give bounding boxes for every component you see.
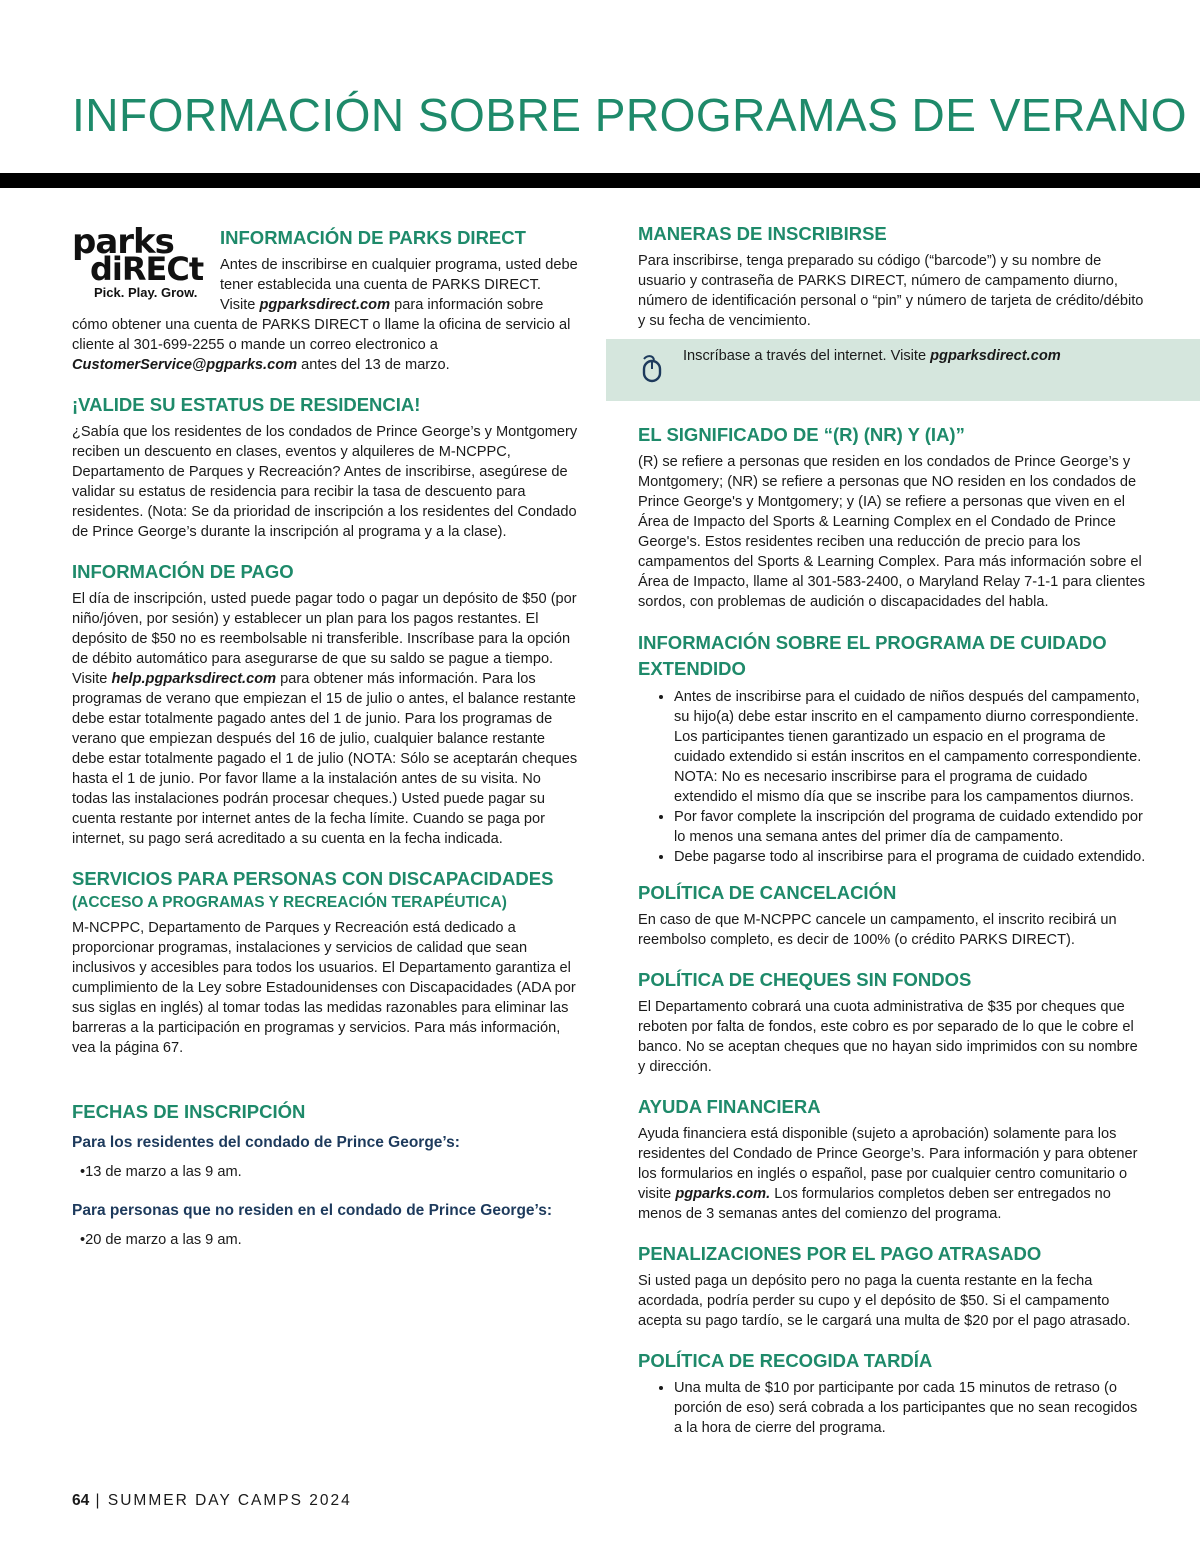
ways-text: Para inscribirse, tenga preparado su código (“barcode”) y su nombre de usuario y contraseña de PARKS DIRECT, número de campamento diurno, número de identificación personal o “pin” y número de tarjeta de crédito/débito y su fecha de vencimiento.: [638, 253, 1144, 329]
cancellation-heading: POLÍTICA DE CANCELACIÓN: [638, 882, 897, 903]
cancellation-text: En caso de que M-NCPPC cancele un campamento, el inscrito recibirá un reembolso completo, es decir de 100% (o crédito PARKS DIRECT).: [638, 912, 1117, 948]
pgparksdirect-link[interactable]: pgparksdirect.com: [259, 297, 391, 313]
residents-label: Para los residentes del condado de Prince George’s:: [72, 1134, 460, 1151]
extended-care-section: [638, 630, 1146, 867]
list-item: • Debe pagarse todo al inscribirse para el programa de cuidado extendido.: [674, 847, 1146, 867]
meaning-text: (R) se refiere a personas que residen en los condados de Prince George’s y Montgomery; (NR) se refiere a personas que NO residen en los condados de Prince George's y Montgomery; y (IA) se refiere a personas que viven en el Área de Impacto del Sports & Learning Complex en el Condado de Prince George's. Estos residentes reciben una reducción de precio para los campamentos del Sports & Learning Complex. Para más información sobre el Área de Impacto, llame al 301-583-2400, o Maryland Relay 7-1-1 para clientes sordos, con problemas de audición o discapacidades del habla.: [638, 454, 1146, 610]
list-item: • Por favor complete la inscripción del programa de cuidado extendido por lo menos una semana antes del primer día de campamento.: [674, 807, 1146, 847]
list-item: • Antes de inscribirse para el cuidado de niños después del campamento, su hijo(a) debe estar inscrito en el campamento diurno correspondiente. Los participantes tienen garantizado un espacio en el programa de cuidado extendido si están inscritos en el campamento correspondiente. NOTA: No es necesario inscribirse para el programa de cuidado extendido el mismo día que se inscribe para los campamentos diurnos.: [674, 687, 1146, 807]
logo-word-parks: parks: [72, 222, 174, 262]
ways-section: [638, 222, 1146, 331]
footer-label: SUMMER DAY CAMPS 2024: [107, 1492, 352, 1509]
late-pickup-heading: POLÍTICA DE RECOGIDA TARDÍA: [638, 1350, 933, 1371]
footer-separator: |: [89, 1492, 108, 1509]
late-payment-heading: PENALIZACIONES POR EL PAGO ATRASADO: [638, 1243, 1042, 1264]
dates-section: [72, 1100, 578, 1248]
checks-heading: POLÍTICA DE CHEQUES SIN FONDOS: [638, 969, 972, 990]
late-payment-section: [638, 1242, 1146, 1331]
customer-service-email-link[interactable]: CustomerService@pgparks.com: [72, 357, 298, 373]
page-number: 64: [72, 1492, 90, 1509]
header-divider: [0, 173, 1200, 188]
meaning-heading: EL SIGNIFICADO DE “(R) (NR) Y (IA)”: [638, 424, 965, 445]
parks-direct-section: [72, 222, 578, 375]
callout-pgparksdirect-link[interactable]: pgparksdirect.com: [930, 348, 1061, 364]
parks-direct-logo: [72, 222, 214, 302]
financial-aid-section: [638, 1095, 1146, 1224]
residency-text: ¿Sabía que los residentes de los condados de Prince George’s y Montgomery reciben un descuento en clases, eventos y alquileres de M-NCPPC, Departamento de Parques y Recreación? Antes de inscribirse, asegúrese de validar su estatus de residencia para recibir la tasa de descuento para residentes. (Nota: Se da prioridad de inscripción a los residentes del Condado de Prince George’s durante la inscripción al programa y a la clase).: [72, 424, 578, 540]
callout-text: Inscríbase a través del internet. Visite pgparksdirect.com: [683, 348, 1061, 364]
dates-heading: FECHAS DE INSCRIPCIÓN: [72, 1101, 306, 1122]
residents-date: •13 de marzo a las 9 am.: [80, 1164, 242, 1180]
ways-heading: MANERAS DE INSCRIBIRSE: [638, 223, 887, 244]
late-pickup-section: [638, 1349, 1146, 1438]
left-column: [72, 222, 578, 1270]
logo-tagline: Pick. Play. Grow.: [94, 285, 198, 300]
parks-direct-text: Antes de inscribirse en cualquier programa, usted debe tener establecida una cuenta de PARKS DIRECT. Visite pgparksdirect.com para información sobre cómo obtener una cuenta de PARKS DIRECT o llame la oficina de servicio al cliente al 301-699-2255 o mande un correo electronico a CustomerService@pgparks.com antes del 13 de marzo.: [72, 257, 578, 373]
pgparks-link[interactable]: pgparks.com.: [675, 1186, 771, 1202]
late-payment-text: Si usted paga un depósito pero no paga la cuenta restante en la fecha acordada, podría perder su cupo y el depósito de $50. Si el campamento acepta su pago tardío, se le cargará una multa de $20 por el pago atrasado.: [638, 1273, 1131, 1329]
payment-text: El día de inscripción, usted puede pagar todo o pagar un depósito de $50 (por niño/jóven, por sesión) y establecer un plan para los pagos restantes. El depósito de $50 no es reembolsable ni transferible. Inscríbase para la opción de débito automático para asegurarse de que su saldo se pague a tiempo. Visite help.pgparksdirect.com para obtener más información. Para los programas de verano que empiezan el 15 de julio o antes, el balance restante debe estar totalmente pagado antes del 1 de junio. Para los programas de verano que empiezan después del 16 de julio, cualquier balance restante debe estar totalmente pagado el 1 de julio (NOTA: Sólo se aceptarán cheques hasta el 1 de junio. Por favor llame a la instalación antes de su visita. No todas las instalaciones podrán procesar cheques.) Usted puede pagar su cuenta restante por internet antes de la fecha límite. Cuando se paga por internet, su pago será acreditado a su cuenta en la fecha indicada.: [72, 591, 578, 847]
cancellation-section: [638, 881, 1146, 950]
nonresidents-label: Para personas que no residen en el condado de Prince George’s:: [72, 1202, 553, 1219]
payment-section: [72, 560, 578, 849]
disabilities-text: M-NCPPC, Departamento de Parques y Recreación está dedicado a proporcionar programas, instalaciones y servicios de calidad que sean inclusivos y accesibles para todos los usuarios. El Departamento garantiza el cumplimiento de la Ley sobre Estadounidenses con Discapacidades (ADA por sus siglas en inglés) al tomar todas las medidas razonables para eliminar las barreras a la participación en programas y servicios. Para más información, vea la página 67.: [72, 920, 576, 1056]
late-pickup-list: [638, 1378, 1146, 1438]
disabilities-subheading: (ACCESO A PROGRAMAS Y RECREACIÓN TERAPÉUTICA): [72, 894, 507, 911]
list-item: • Una multa de $10 por participante por cada 15 minutos de retraso (o porción de eso) será cobrada a los participantes que no sean recogidos a la hora de cierre del programa.: [674, 1378, 1146, 1438]
meaning-section: [638, 423, 1146, 612]
page-footer: [72, 1492, 352, 1510]
financial-aid-text: Ayuda financiera está disponible (sujeto a aprobación) solamente para los residentes del Condado de Prince George’s. Para información y para obtener los formularios en inglés o español, pase por cualquier centro comunitario o visite pgparks.com. Los formularios completos deben ser entregados no menos de 3 semanas antes del comienzo del programa.: [638, 1126, 1138, 1222]
checks-text: El Departamento cobrará una cuota administrativa de $35 por cheques que reboten por falta de fondos, este cobro es por separado de lo que le cobre el banco. No se aceptan cheques que no hayan sido imprimidos con su nombre y dirección.: [638, 999, 1138, 1075]
extended-care-list: [638, 687, 1146, 867]
financial-aid-heading: AYUDA FINANCIERA: [638, 1096, 821, 1117]
residency-heading: ¡VALIDE SU ESTATUS DE RESIDENCIA!: [72, 394, 421, 415]
payment-heading: INFORMACIÓN DE PAGO: [72, 561, 294, 582]
help-pgparksdirect-link[interactable]: help.pgparksdirect.com: [111, 671, 277, 687]
nonresidents-date: •20 de marzo a las 9 am.: [80, 1232, 242, 1248]
extended-care-heading: INFORMACIÓN SOBRE EL PROGRAMA DE CUIDADO EXTENDIDO: [638, 632, 1107, 679]
right-column: [638, 222, 1146, 1444]
logo-word-direct: diRECt: [90, 250, 204, 288]
disabilities-section: [72, 867, 578, 1058]
residency-section: [72, 393, 578, 542]
page-title: INFORMACIÓN SOBRE PROGRAMAS DE VERANO: [72, 89, 1187, 141]
disabilities-heading: SERVICIOS PARA PERSONAS CON DISCAPACIDADES: [72, 868, 554, 889]
parks-direct-heading: INFORMACIÓN DE PARKS DIRECT: [220, 227, 526, 248]
checks-section: [638, 968, 1146, 1077]
